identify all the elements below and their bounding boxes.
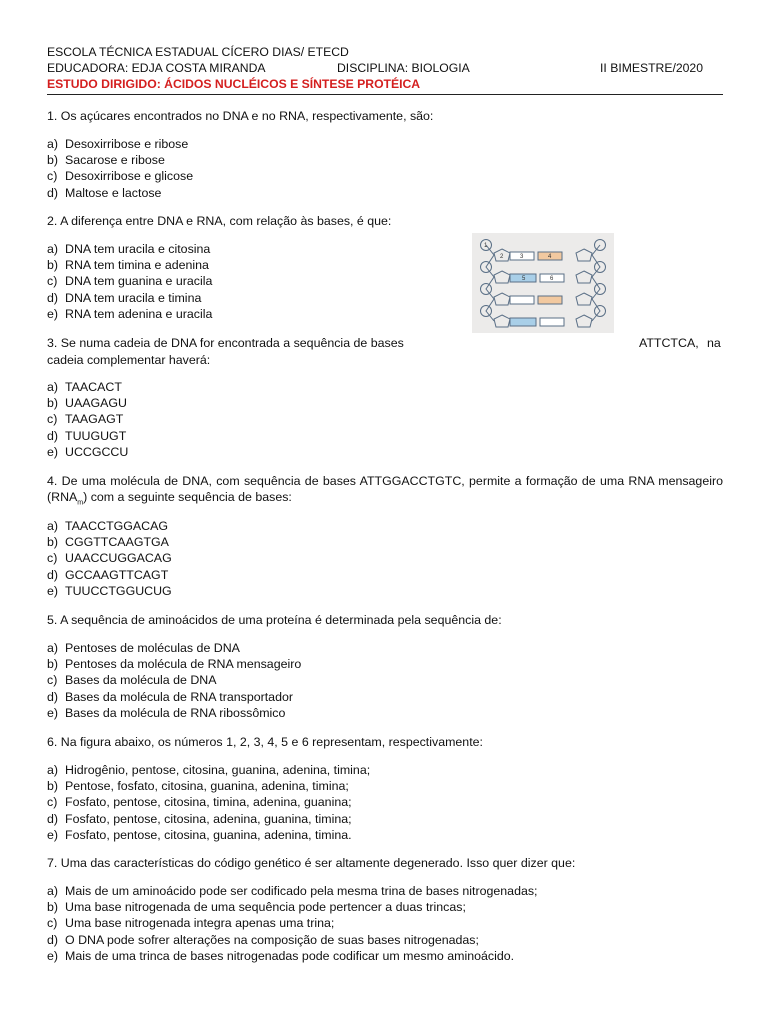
option: a) Hidrogênio, pentose, citosina, guanina, adenina, timina; [47, 763, 371, 777]
label-3: 3 [520, 254, 524, 260]
option: a) DNA tem uracila e citosina [47, 242, 211, 256]
option: b) RNA tem timina e adenina [47, 258, 209, 273]
question-6-options [47, 762, 567, 843]
option: e) Fosfato, pentose, citosina, guanina, adenina, timina. [47, 827, 352, 842]
option: d) DNA tem uracila e timina [47, 290, 202, 305]
option: a) TAACACT [47, 380, 122, 394]
option: e) Mais de uma trinca de bases nitrogenadas pode codificar um mesmo aminoácido. [47, 948, 515, 963]
question-7-options [47, 883, 723, 964]
option: b) Pentoses da molécula de RNA mensageiro [47, 657, 302, 672]
option: a) Mais de um aminoácido pode ser codificado pela mesma trina de bases nitrogenadas; [47, 884, 538, 898]
question-4-stem: 4. De uma molécula de DNA, com sequência de bases ATTGGACCTGTC, permite a formação de uma RNA mensageiro $(RNA_m)$ com a seguinte sequência de bases: [47, 474, 723, 507]
question-1-stem: 1. Os açúcares encontrados no DNA e no RNA, respectivamente, são: [47, 109, 434, 123]
question-4-options [47, 518, 567, 599]
option: c) Fosfato, pentose, citosina, timina, adenina, guanina; [47, 795, 352, 810]
question-3-stem-line2: cadeia complementar haverá: [47, 353, 211, 367]
option: d) TUUGUGT [47, 428, 127, 443]
label-6: 6 [550, 276, 554, 282]
option: e) Bases da molécula de RNA ribossômico [47, 705, 286, 720]
option: a) Pentoses de moléculas de DNA [47, 641, 240, 655]
option: e) TUUCCTGGUCUG [47, 583, 172, 598]
question-7-stem: 7. Uma das características do código genético é ser altamente degenerado. Isso quer dizer que: [47, 856, 576, 870]
dna-diagram [472, 233, 614, 333]
option: b) UAAGAGU [47, 396, 127, 411]
question-1-options [47, 136, 567, 201]
header-divider [47, 94, 723, 95]
dna-structure-figure [472, 233, 614, 333]
worksheet-title: ESTUDO DIRIGIDO: ÁCIDOS NUCLÉICOS E SÍNTESE PROTÉICA [47, 77, 421, 91]
option: e) RNA tem adenina e uracila [47, 306, 213, 321]
option: c) DNA tem guanina e uracila [47, 274, 213, 289]
discipline: DISCIPLINA: BIOLOGIA [337, 61, 470, 75]
label-2: 2 [500, 254, 504, 260]
label-1: 1 [484, 243, 488, 249]
option: d) GCCAAGTTCAGT [47, 567, 169, 582]
option: d) Bases da molécula de RNA transportador [47, 689, 293, 704]
question-5-stem: 5. A sequência de aminoácidos de uma proteína é determinada pela sequência de: [47, 613, 502, 627]
question-5-options [47, 640, 567, 721]
option: a) TAACCTGGACAG [47, 519, 169, 533]
option: d) O DNA pode sofrer alterações na composição de suas bases nitrogenadas; [47, 932, 479, 947]
option: c) TAAGAGT [47, 412, 124, 427]
question-2-stem: 2. A diferença entre DNA e RNA, com relação às bases, é que: [47, 214, 392, 228]
label-5: 5 [522, 276, 526, 282]
option: d) Maltose e lactose [47, 185, 162, 200]
term: II BIMESTRE/2020 [600, 61, 703, 75]
school-name: ESCOLA TÉCNICA ESTADUAL CÍCERO DIAS/ ETECD [47, 45, 349, 59]
label-4: 4 [548, 254, 552, 260]
question-3-options [47, 379, 567, 460]
option: c) UAACCUGGACAG [47, 551, 172, 566]
option: e) UCCGCCU [47, 444, 129, 459]
header-row [47, 60, 723, 76]
question-3-stem-line1: 3. Se numa cadeia de DNA for encontrada a sequência de bases ATTCTCA, na [47, 336, 721, 350]
option: b) Uma base nitrogenada de uma sequência pode pertencer a duas trincas; [47, 900, 466, 915]
option: b) Pentose, fosfato, citosina, guanina, adenina, timina; [47, 779, 349, 794]
option: c) Uma base nitrogenada integra apenas uma trina; [47, 916, 335, 931]
option: c) Desoxirribose e glicose [47, 169, 194, 184]
option: b) Sacarose e ribose [47, 153, 165, 168]
option: b) CGGTTCAAGTGA [47, 535, 169, 550]
teacher-name: EDUCADORA: EDJA COSTA MIRANDA [47, 61, 266, 75]
option: a) Desoxirribose e ribose [47, 137, 189, 151]
question-6-stem: 6. Na figura abaixo, os números 1, 2, 3, 4, 5 e 6 representam, respectivamente: [47, 735, 483, 749]
option: d) Fosfato, pentose, citosina, adenina, guanina, timina; [47, 811, 352, 826]
option: c) Bases da molécula de DNA [47, 673, 217, 688]
